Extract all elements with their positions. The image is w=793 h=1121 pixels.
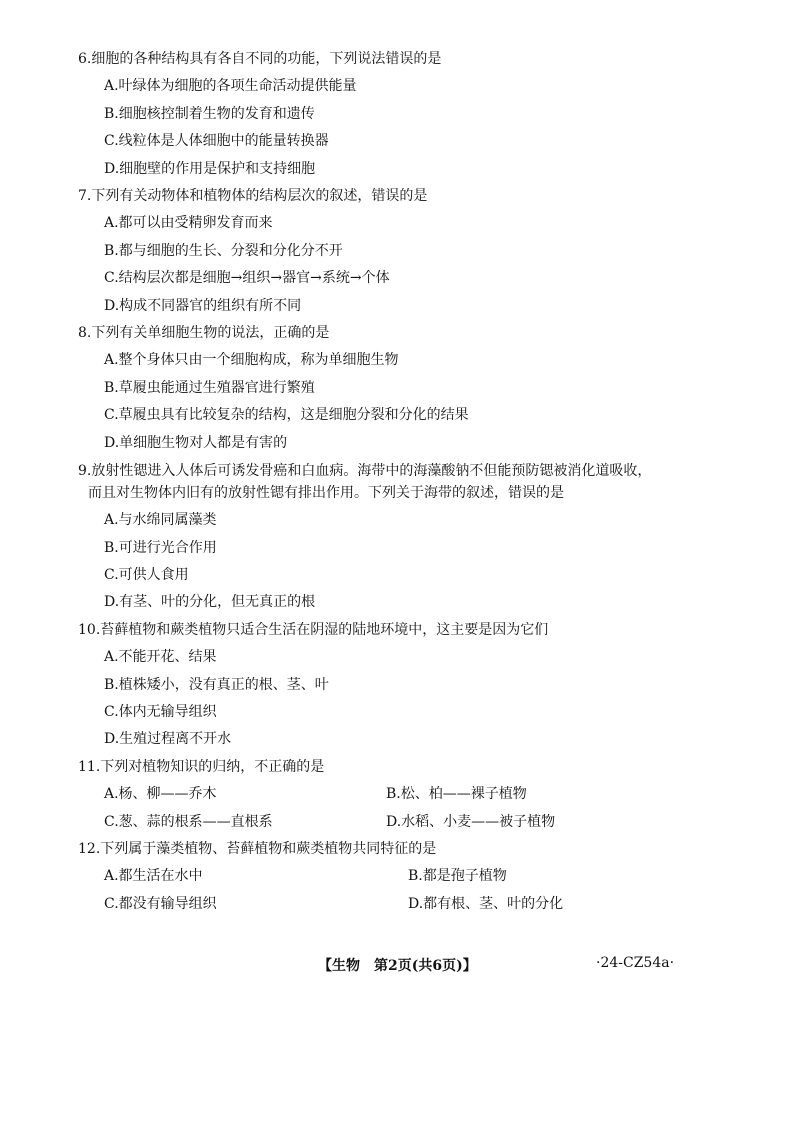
- option-a: A.杨、柳——乔木: [104, 786, 217, 803]
- option-c: C.结构层次都是细胞→组织→器官→系统→个体: [104, 270, 390, 287]
- option-d: D.生殖过程离不开水: [104, 731, 232, 748]
- option-c: C.都没有输导组织: [104, 895, 217, 912]
- option-d: D.水稻、小麦——被子植物: [386, 813, 556, 830]
- option-d: D.单细胞生物对人都是有害的: [104, 434, 288, 451]
- option-a: A.都可以由受精卵发育而来: [104, 215, 273, 232]
- option-a: A.不能开花、结果: [104, 649, 217, 666]
- question-8: [78, 320, 718, 457]
- question-list: [78, 46, 718, 918]
- option-grid: [78, 863, 718, 918]
- option-a: A.叶绿体为细胞的各项生命活动提供能量: [104, 78, 357, 95]
- question-9: [78, 460, 718, 617]
- option-grid: [78, 781, 718, 836]
- option-a: A.与水绵同属藻类: [104, 512, 217, 529]
- option-c: C.可供人食用: [104, 566, 189, 583]
- option-c: C.草履虫具有比较复杂的结构，这是细胞分裂和分化的结果: [104, 407, 469, 424]
- question-stem: 6.细胞的各种结构具有各自不同的功能，下列说法错误的是: [78, 51, 442, 67]
- option-d: D.有茎、叶的分化，但无真正的根: [104, 594, 316, 611]
- question-stem-line-1: 9.放射性锶进入人体后可诱发骨癌和白血病。海带中的海藻酸钠不但能预防锶被消化道吸收，: [78, 463, 652, 480]
- footer-exam-code: ·24-CZ54a·: [596, 955, 675, 971]
- question-stem: [78, 460, 718, 504]
- question-10: [78, 617, 718, 754]
- question-stem: 10.苔藓植物和蕨类植物只适合生活在阴湿的陆地环境中，这主要是因为它们: [78, 621, 549, 638]
- question-stem: 12.下列属于藻类植物、苔藓植物和蕨类植物共同特征的是: [78, 840, 437, 857]
- question-7: [78, 183, 718, 320]
- option-b: B.都与细胞的生长、分裂和分化分不开: [104, 242, 343, 259]
- option-d: D.都有根、茎、叶的分化: [408, 895, 564, 912]
- option-b: B.可进行光合作用: [104, 539, 217, 556]
- option-b: B.松、柏——裸子植物: [386, 786, 527, 803]
- option-d: D.细胞壁的作用是保护和支持细胞: [104, 160, 316, 177]
- option-c: C.线粒体是人体细胞中的能量转换器: [104, 133, 329, 150]
- option-b: B.细胞核控制着生物的发育和遗传: [104, 105, 315, 122]
- question-12: [78, 836, 718, 918]
- footer-page-info: 【生物 第2页(共6页)】: [318, 958, 477, 974]
- question-stem: 8.下列有关单细胞生物的说法，正确的是: [78, 325, 330, 342]
- option-d: D.构成不同器官的组织有所不同: [104, 297, 302, 314]
- question-stem: 7.下列有关动物体和植物体的结构层次的叙述，错误的是: [78, 188, 428, 205]
- option-b: B.植株矮小，没有真正的根、茎、叶: [104, 676, 329, 693]
- option-b: B.都是孢子植物: [408, 868, 507, 885]
- question-11: [78, 754, 718, 836]
- question-stem-line-2: 而且对生物体内旧有的放射性锶有排出作用。下列关于海带的叙述，错误的是: [88, 485, 564, 502]
- option-a: A.整个身体只由一个细胞构成，称为单细胞生物: [104, 352, 399, 369]
- question-6: [78, 46, 718, 183]
- page-footer: [0, 955, 793, 977]
- option-a: A.都生活在水中: [104, 868, 203, 885]
- question-stem: 11.下列对植物知识的归纳，不正确的是: [78, 758, 325, 775]
- option-b: B.草履虫能通过生殖器官进行繁殖: [104, 379, 315, 396]
- option-c: C.葱、蒜的根系——直根系: [104, 813, 273, 830]
- option-c: C.体内无输导组织: [104, 703, 217, 720]
